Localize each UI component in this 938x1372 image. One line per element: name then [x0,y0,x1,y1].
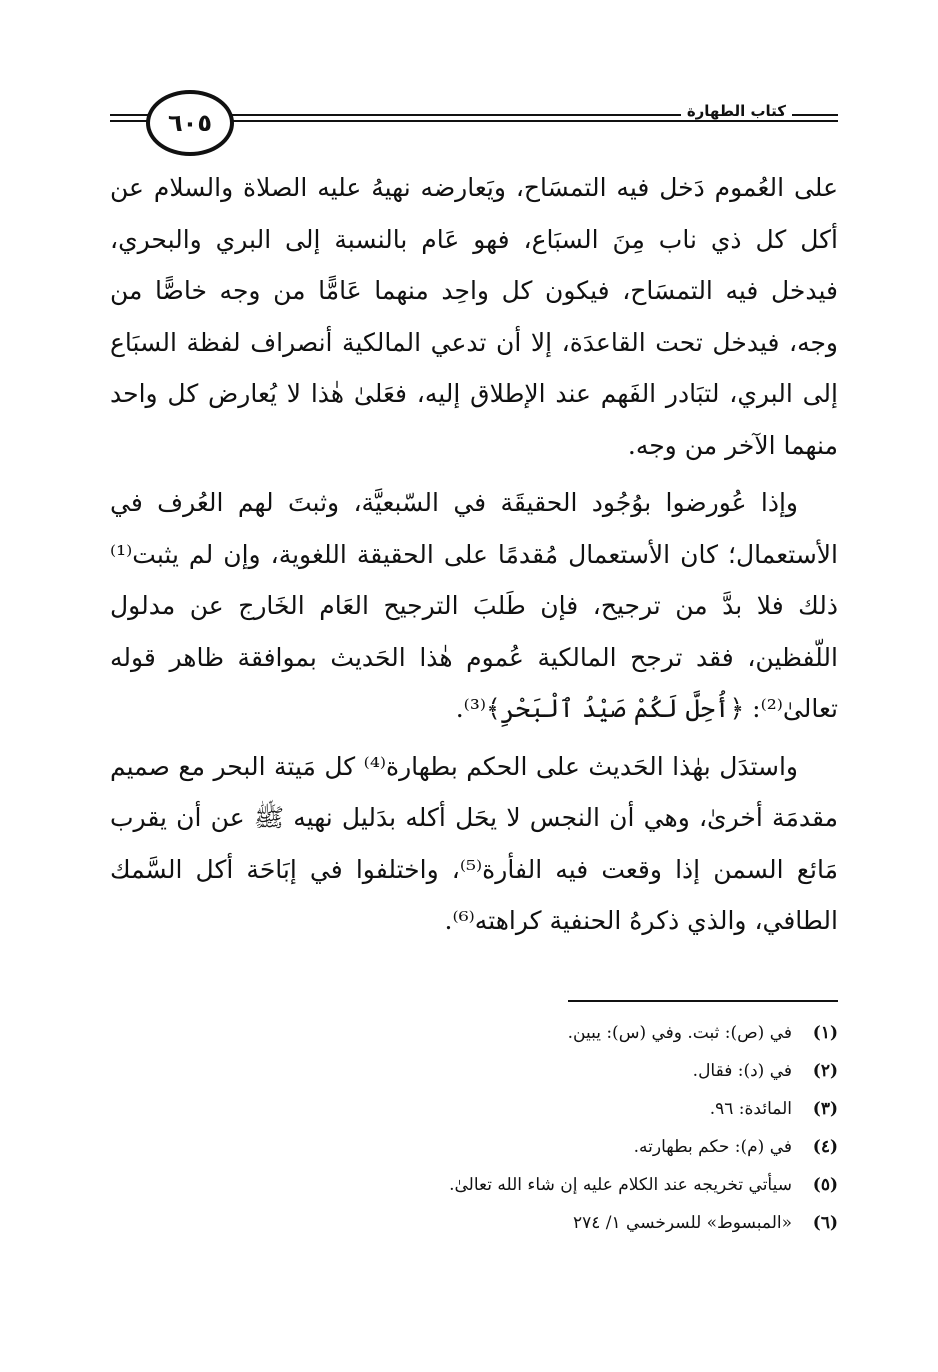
paragraph-1: على العُموم دَخل فيه التمسَاح، ويَعارضه نهيهُ عليه الصلاة والسلام عن أكل كل ذي ناب مِنَ السبَاع، فهو عَام بالنسبة إلى البري والبحري، فيدخل فيه التمسَاح، فيكون كل واحِد منهما عَامًّا من وجه خاصًّا من وجه، فيدخل تحت القاعدَة، إلا أن تدعي المالكية أنصراف لفظة السبَاع إلى البري، لتبَادر الفَهم عند الإطلاق إليه، فعَلىٰ هٰذا لا يُعارض كل واحد منهما الآخر من وجه. [110,173,838,460]
main-text [110,162,838,953]
footnote-text: «المبسوط» للسرخسي ١/ ٢٧٤ [572,1213,792,1233]
footnote-5 [110,1166,838,1204]
footnote-1 [110,1014,838,1052]
running-title: كتاب الطهارة [681,102,792,120]
footnote-number: (٥) [812,1175,838,1195]
footnote-separator [568,1000,838,1002]
paragraph-2: وإذا عُورضوا بوُجُود الحقيقَة في السّبعيَّة، وثبتَ لهم العُرف في الأستعمال؛ كان الأستعمال مُقدمًا على الحقيقة اللغوية، وإن لم يثبت⁽¹⁾ ذلك فلا بدَّ من ترجيح، فإن طَلبَ الترجيح العَام الخَارج عن مدلول اللّفظين، فقد ترجح المالكية عُموم هٰذا الحَديث بموافقة ظاهر قوله تعالىٰ⁽²⁾: ﴿أُحِلَّ لَكُمْ صَيْدُ ٱلْبَحْرِ﴾⁽³⁾. [110,488,838,723]
footnote-text: في (ص): ثبت. وفي (س): يبين. [567,1023,792,1043]
footnote-4 [110,1128,838,1166]
page-header [110,90,838,152]
page-number: ٦٠٥ [146,90,234,156]
footnote-3 [110,1090,838,1128]
footnote-text: في (د): فقال. [692,1061,792,1081]
paragraph-3: واستدَل بهٰذا الحَديث على الحكم بطهارة⁽⁴⁾ كل مَيتة البحر مع صميم مقدمَة أخرىٰ، وهي أن النجس لا يحَل أكله بدَليل نهيه ﷺ عن أن يقرب مَائع السمن إذا وقعت فيه الفأرة⁽⁵⁾، واختلفوا في إبَاحَة أكل السَّمك الطافي، والذي ذكرهُ الحنفية كراهته⁽⁶⁾. [110,751,838,935]
footnote-number: (٤) [812,1137,838,1157]
footnote-number: (٦) [812,1213,838,1233]
footnote-number: (١) [812,1023,838,1043]
footnote-2 [110,1052,838,1090]
footnote-6 [110,1204,838,1242]
footnote-number: (٢) [812,1061,838,1081]
footnote-text: في (م): حكم بطهارته. [633,1137,792,1157]
footnote-text: المائدة: ٩٦. [709,1099,792,1119]
footnote-number: (٣) [812,1099,838,1119]
footnotes [110,1014,838,1242]
footnote-text: سيأتي تخريجه عند الكلام عليه إن شاء الله تعالىٰ. [449,1175,792,1195]
header-rule-right-lower [220,120,838,122]
